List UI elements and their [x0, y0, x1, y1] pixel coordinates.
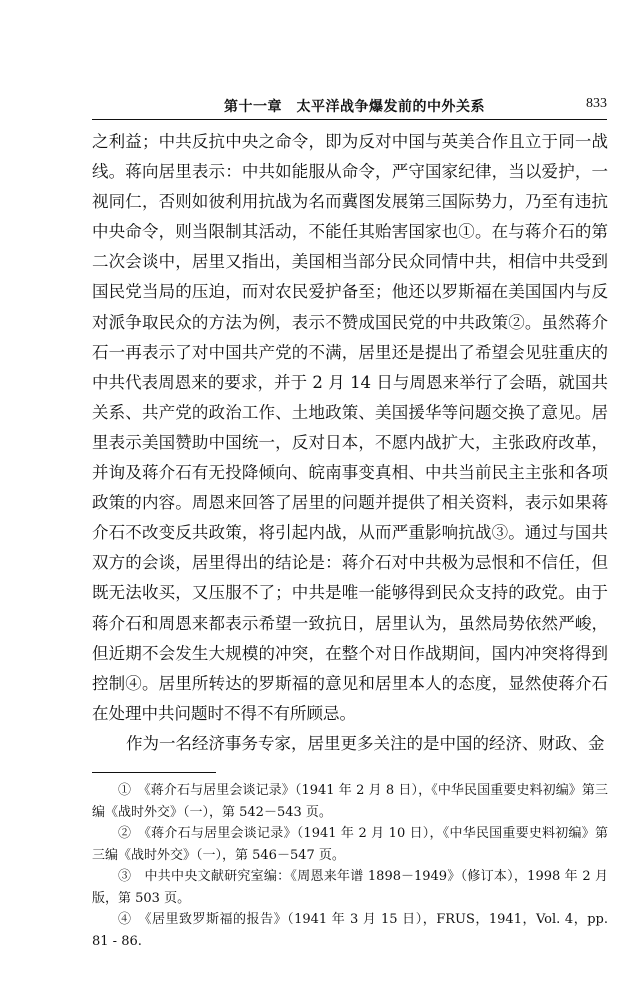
chapter-title: 第十一章 太平洋战争爆发前的中外关系 — [224, 99, 485, 115]
paragraph-continued: 之利益；中共反抗中央之命令，即为反对中国与英美合作且立于同一战线。蒋向居里表示：中共如能服从命令，严守国家纪律，当以爱护，一视同仁，否则如彼利用抗战为名而冀图发展第三国际势力，乃至有违抗中央命令，则当限制其活动，不能任其贻害国家也①。在与蒋介石的第二次会谈中，居里又指出，美国相当部分民众同情中共，相信中共受到国民党当局的压迫，而对农民爱护备至；他还以罗斯福在美国国内与反对派争取民众的方法为例，表示不赞成国民党的中共政策②。虽然蒋介石一再表示了对中国共产党的不满，居里还是提出了希望会见驻重庆的中共代表周恩来的要求，并于 2 月 14 日与周恩来举行了会晤，就国共关系、共产党的政治工作、土地政策、美国援华等问题交换了意见。居里表示美国赞助中国统一，反对日本，不愿内战扩大，主张政府改革，并询及蒋介石有无投降倾向、皖南事变真相、中共当前民主主张和各项政策的内容。周恩来回答了居里的问题并提供了相关资料，表示如果蒋介石不改变反共政策，将引起内战，从而严重影响抗战③。通过与国共双方的会谈，居里得出的结论是：蒋介石对中共极为忌恨和不信任，但既无法收买，又压服不了；中共是唯一能够得到民众支持的政党。由于蒋介石和周恩来都表示希望一致抗日，居里认为，虽然局势依然严峻，但近期不会发生大规模的冲突，在整个对日作战期间，国内冲突将得到控制④。居里所转达的罗斯福的意见和居里本人的态度，显然使蒋介石在处理中共问题时不得不有所顾忌。 — [92, 132, 608, 723]
running-header — [92, 92, 607, 120]
footnote-divider — [92, 772, 216, 773]
page-number: 833 — [586, 96, 607, 111]
footnote: ④ 《居里致罗斯福的报告》（1941 年 3 月 15 日），FRUS，1941，Vol. 4，pp. 81 - 86. — [92, 912, 608, 949]
body-text — [92, 127, 608, 759]
header-rule — [92, 119, 607, 120]
footnote: ② 《蒋介石与居里会谈记录》（1941 年 2 月 10 日），《中华民国重要史料初编》第三编《战时外交》（一），第 546－547 页。 — [92, 826, 608, 863]
footnotes — [92, 780, 608, 952]
footnote: ③ 中共中央文献研究室编：《周恩来年谱 1898－1949》（修订本），1998 年 2 月版，第 503 页。 — [92, 869, 608, 906]
paragraph: 作为一名经济事务专家，居里更多关注的是中国的经济、财政、金 — [126, 733, 605, 753]
footnote: ① 《蒋介石与居里会谈记录》（1941 年 2 月 8 日），《中华民国重要史料初编》第三编《战时外交》（一），第 542－543 页。 — [92, 783, 608, 820]
